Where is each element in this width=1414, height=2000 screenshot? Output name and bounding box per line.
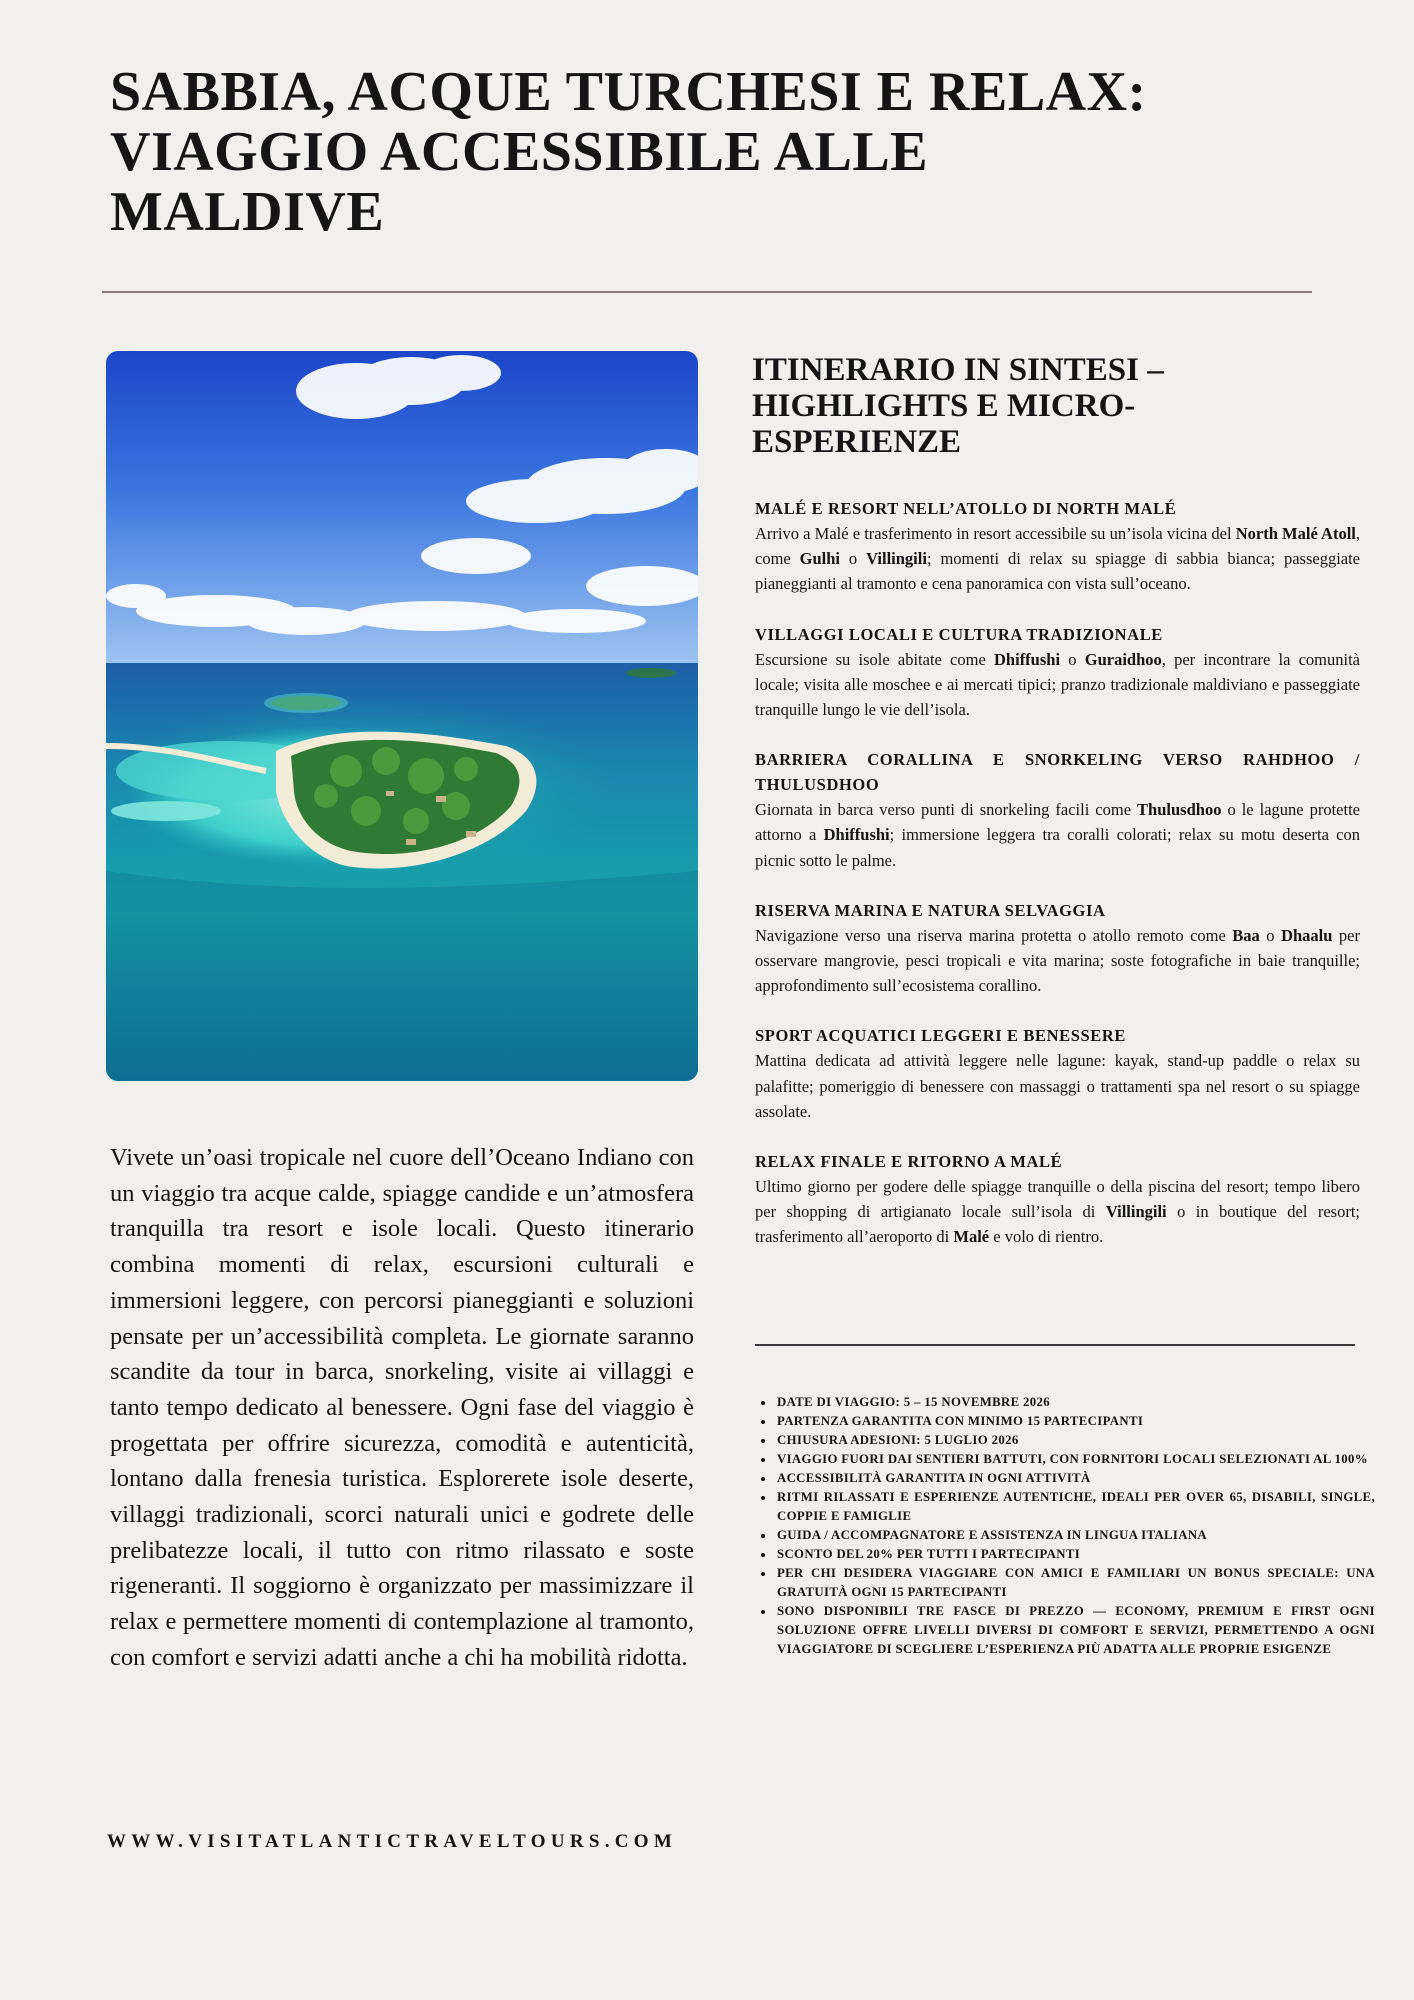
section-body: Giornata in barca verso punti di snorkeling facili come Thulusdhoo o le lagune protette attorno a Dhiffushi; immersione leggera tra coralli colorati; relax su motu deserta con picnic sotto le palme. [755, 800, 1361, 870]
list-item: • RITMI RILASSATI E ESPERIENZE AUTENTICHE, IDEALI PER OVER 65, DISABILI, SINGLE, COPPIE E FAMIGLIE [775, 1488, 1375, 1526]
list-item: • DATE DI VIAGGIO: 5 – 15 NOVEMBRE 2026 [775, 1393, 1375, 1412]
itinerary-section [755, 622, 1360, 723]
bold-place-name: Villingili [1105, 1202, 1167, 1222]
page-title [110, 62, 1260, 242]
list-item: • CHIUSURA ADESIONI: 5 LUGLIO 2026 [775, 1431, 1375, 1450]
website-url[interactable]: WWW.VISITATLANTICTRAVELTOURS.COM [107, 1831, 678, 1852]
section-heading: RELAX FINALE E RITORNO A MALÉ [755, 1152, 1063, 1172]
itinerary-section [755, 496, 1360, 597]
itinerary-section [755, 1149, 1360, 1250]
list-item: • PER CHI DESIDERA VIAGGIARE CON AMICI E FAMILIARI UN BONUS SPECIALE: UNA GRATUITÀ OGNI 15 PARTECIPANTI [775, 1564, 1375, 1602]
list-item: • VIAGGIO FUORI DAI SENTIERI BATTUTI, CON FORNITORI LOCALI SELEZIONATI AL 100% [775, 1450, 1375, 1469]
section-body: Ultimo giorno per godere delle spiagge tranquille o della piscina del resort; tempo libero per shopping di artigianato locale sull’isola di Villingili o in boutique del resort; trasferimento all’aeroporto di Malé e volo di rientro. [755, 1177, 1361, 1247]
section-body: Mattina dedicata ad attività leggere nelle lagune: kayak, stand-up paddle o relax su palafitte; pomeriggio di benessere con massaggi o trattamenti spa nel resort o su spiagge assolate. [755, 1051, 1360, 1121]
itinerary-title-line: ITINERARIO IN SINTESI – [752, 352, 1164, 388]
list-item: • SONO DISPONIBILI TRE FASCE DI PREZZO — ECONOMY, PREMIUM E FIRST OGNI SOLUZIONE OFFRE LIVELLI DIVERSI DI COMFORT E SERVIZI, PERMETTENDO A OGNI VIAGGIATORE DI SCEGLIERE L’ESPERIENZA PIÙ ADATTA ALLE PROPRIE ESIGENZE [775, 1602, 1375, 1659]
intro-paragraph: Vivete un’oasi tropicale nel cuore dell’Oceano Indiano con un viaggio tra acque calde, spiagge candide e un’atmosfera tranquilla tra resort e isole locali. Questo itinerario combina momenti di relax, escursioni culturali e immersioni leggere, con percorsi pianeggianti e soluzioni pensate per un’accessibilità completa. Le giornate saranno scandite da tour in barca, snorkeling, visite ai villaggi e tanto tempo dedicato al benessere. Ogni fase del viaggio è progettata per offrire sicurezza, comodità e autenticità, lontano dalla frenesia turistica. Esplorerete isole deserte, villaggi tradizionali, scorci naturali unici e godrete delle prelibatezze locali, il tutto con ritmo rilassato e soste rigeneranti. Il soggiorno è organizzato per massimizzare il relax e permettere momenti di contemplazione al tramonto, con comfort e servizi adatti anche a chi ha mobilità ridotta. [110, 1144, 694, 1671]
page-title-line: MALDIVE [110, 181, 385, 243]
list-item: • PARTENZA GARANTITA CON MINIMO 15 PARTECIPANTI [775, 1412, 1375, 1431]
section-heading: MALÉ E RESORT NELL’ATOLLO DI NORTH MALÉ [755, 499, 1177, 518]
bold-place-name: Villingili [866, 549, 927, 569]
page-title-line: SABBIA, ACQUE TURCHESI E RELAX: [110, 61, 1147, 123]
section-heading: RISERVA MARINA E NATURA SELVAGGIA [755, 900, 1106, 920]
section-body: Escursione su isole abitate come Dhiffushi o Guraidhoo, per incontrare la comunità locale; visita alle moschee e ai mercati tipici; pranzo tradizionale maldiviano e passeggiate tranquille lungo le vie dell’isola. [755, 649, 1361, 720]
bold-place-name: Guraidhoo [1084, 649, 1162, 669]
aerial-island-illustration [106, 351, 698, 1081]
bold-place-name: Thulusdhoo [1137, 800, 1222, 820]
bold-place-name: North Malé Atoll [1235, 524, 1356, 543]
bold-place-name: Malé [953, 1227, 990, 1247]
bold-place-name: Baa [1232, 925, 1260, 945]
itinerary-title-line: HIGHLIGHTS E MICRO- [752, 388, 1136, 424]
itinerary-sections [755, 496, 1360, 1275]
itinerary-title [752, 352, 1312, 460]
section-heading: SPORT ACQUATICI LEGGERI E BENESSERE [755, 1026, 1126, 1046]
section-heading: VILLAGGI LOCALI E CULTURA TRADIZIONALE [755, 624, 1163, 644]
page-title-line: VIAGGIO ACCESSIBILE ALLE [110, 121, 929, 183]
section-body: Navigazione verso una riserva marina protetta o atollo remoto come Baa o Dhaalu per osservare mangrovie, pesci tropicali e vita marina; soste fotografiche in baie tranquille; approfondimento sull’ecosistema corallino. [755, 925, 1360, 996]
itinerary-title-line: ESPERIENZE [752, 424, 962, 460]
list-item: • GUIDA / ACCOMPAGNATORE E ASSISTENZA IN LINGUA ITALIANA [775, 1526, 1375, 1545]
section-divider [755, 1344, 1355, 1346]
bold-place-name: Dhaalu [1281, 925, 1333, 945]
bold-place-name: Dhiffushi [823, 825, 890, 845]
list-item: • SCONTO DEL 20% PER TUTTI I PARTECIPANTI [775, 1545, 1375, 1564]
hero-image [106, 351, 698, 1081]
itinerary-section [755, 898, 1360, 999]
list-item: • ACCESSIBILITÀ GARANTITA IN OGNI ATTIVITÀ [775, 1469, 1375, 1488]
section-body: Arrivo a Malé e trasferimento in resort accessibile su un’isola vicina del North Malé Atoll, come Gulhi o Villingili; momenti di relax su spiagge di sabbia bianca; passeggiate pianeggianti al tramonto e cena panoramica con vista sull’oceano. [755, 524, 1361, 594]
title-divider [102, 291, 1312, 293]
itinerary-section [755, 1023, 1360, 1124]
bold-place-name: Dhiffushi [994, 649, 1061, 669]
section-heading: BARRIERA CORALLINA E SNORKELING VERSO RAHDHOO / THULUSDHOO [755, 750, 1360, 795]
bold-place-name: Gulhi [799, 549, 841, 569]
itinerary-section [755, 747, 1360, 873]
trip-details-list [755, 1393, 1375, 1659]
